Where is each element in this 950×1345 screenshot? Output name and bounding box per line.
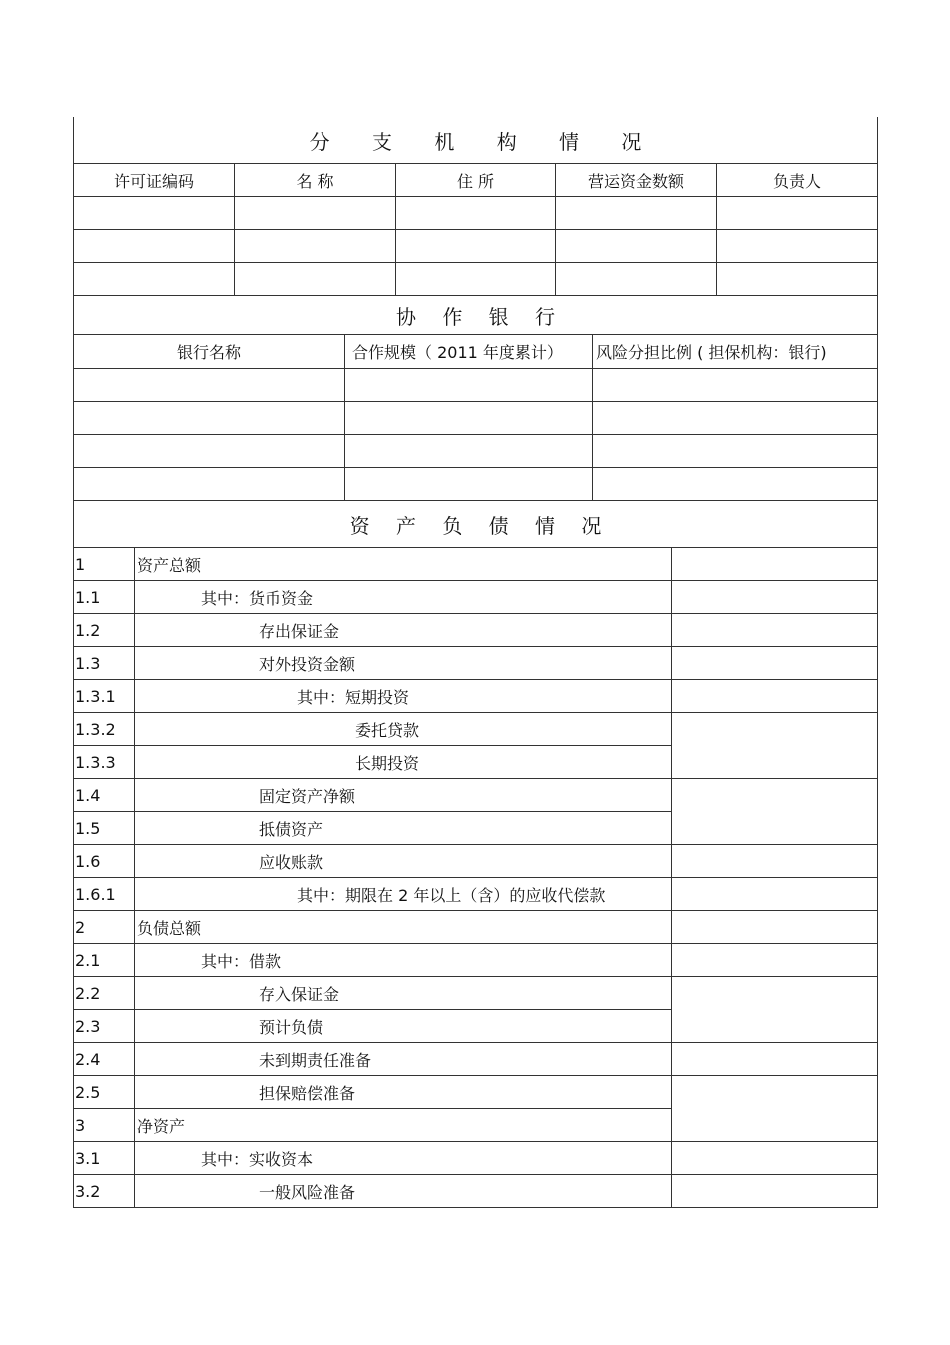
row-label: 固定资产净额 xyxy=(135,779,672,812)
row-number: 2 xyxy=(74,911,135,944)
branch-row xyxy=(74,197,878,230)
row-label: 对外投资金额 xyxy=(135,647,672,680)
row-label: 应收账款 xyxy=(135,845,672,878)
row-value-cell[interactable] xyxy=(672,647,878,680)
row-number: 3 xyxy=(74,1109,135,1142)
branch-cell[interactable] xyxy=(74,263,235,296)
balance-row xyxy=(74,581,878,614)
row-label: 其中：货币资金 xyxy=(135,581,672,614)
bank-cell[interactable] xyxy=(74,402,345,435)
bank-cell[interactable] xyxy=(74,435,345,468)
row-number: 1.1 xyxy=(74,581,135,614)
branch-section-title: 分 支 机 构 情 况 xyxy=(74,117,878,164)
row-number: 1.6 xyxy=(74,845,135,878)
row-label: 存入保证金 xyxy=(135,977,672,1010)
bank-row xyxy=(74,402,878,435)
balance-row xyxy=(74,1142,878,1175)
row-label: 一般风险准备 xyxy=(135,1175,672,1208)
balance-table xyxy=(73,500,878,1208)
bank-header-risk-ratio: 风险分担比例 ( 担保机构：银行) xyxy=(593,335,878,369)
row-value-cell[interactable] xyxy=(672,1142,878,1175)
row-value-cell[interactable] xyxy=(672,878,878,911)
branch-header-license: 许可证编码 xyxy=(74,164,235,197)
row-value-cell[interactable] xyxy=(672,944,878,977)
row-label: 委托贷款 xyxy=(135,713,672,746)
branch-table xyxy=(73,117,878,296)
balance-row xyxy=(74,548,878,581)
row-number: 1.2 xyxy=(74,614,135,647)
row-value-cell[interactable] xyxy=(672,1043,878,1076)
branch-cell[interactable] xyxy=(556,197,717,230)
bank-cell[interactable] xyxy=(593,402,878,435)
row-label: 资产总额 xyxy=(135,548,672,581)
row-value-cell[interactable] xyxy=(672,779,878,845)
row-label: 长期投资 xyxy=(135,746,672,779)
row-value-cell[interactable] xyxy=(672,713,878,779)
balance-row xyxy=(74,1043,878,1076)
branch-cell[interactable] xyxy=(717,263,878,296)
row-number: 2.1 xyxy=(74,944,135,977)
bank-cell[interactable] xyxy=(593,435,878,468)
branch-cell[interactable] xyxy=(717,230,878,263)
balance-row xyxy=(74,1175,878,1208)
branch-header-address: 住 所 xyxy=(396,164,556,197)
row-value-cell[interactable] xyxy=(672,680,878,713)
row-label: 存出保证金 xyxy=(135,614,672,647)
row-number: 3.2 xyxy=(74,1175,135,1208)
row-value-cell[interactable] xyxy=(672,845,878,878)
row-number: 2.2 xyxy=(74,977,135,1010)
row-value-cell[interactable] xyxy=(672,911,878,944)
row-number: 3.1 xyxy=(74,1142,135,1175)
row-value-cell[interactable] xyxy=(672,977,878,1043)
branch-header-name: 名 称 xyxy=(235,164,396,197)
branch-cell[interactable] xyxy=(235,197,396,230)
row-number: 1 xyxy=(74,548,135,581)
row-number: 2.3 xyxy=(74,1010,135,1043)
bank-header-name: 银行名称 xyxy=(74,335,345,369)
balance-row xyxy=(74,713,878,746)
row-label: 其中：借款 xyxy=(135,944,672,977)
row-label: 其中：期限在 2 年以上（含）的应收代偿款 xyxy=(135,878,672,911)
branch-cell[interactable] xyxy=(235,263,396,296)
form-sheet xyxy=(73,117,877,1208)
row-label: 净资产 xyxy=(135,1109,672,1142)
row-value-cell[interactable] xyxy=(672,614,878,647)
bank-row xyxy=(74,468,878,501)
row-label: 其中：短期投资 xyxy=(135,680,672,713)
row-value-cell[interactable] xyxy=(672,581,878,614)
bank-cell[interactable] xyxy=(593,369,878,402)
bank-cell[interactable] xyxy=(74,369,345,402)
branch-header-capital: 营运资金数额 xyxy=(556,164,717,197)
row-number: 1.3 xyxy=(74,647,135,680)
row-value-cell[interactable] xyxy=(672,548,878,581)
branch-row xyxy=(74,263,878,296)
bank-cell[interactable] xyxy=(74,468,345,501)
branch-cell[interactable] xyxy=(74,230,235,263)
bank-table xyxy=(73,295,878,501)
bank-row xyxy=(74,435,878,468)
row-number: 1.3.3 xyxy=(74,746,135,779)
balance-row xyxy=(74,911,878,944)
bank-cell[interactable] xyxy=(345,402,593,435)
row-label: 抵债资产 xyxy=(135,812,672,845)
bank-section-title: 协 作 银 行 xyxy=(74,296,878,335)
row-number: 1.5 xyxy=(74,812,135,845)
bank-cell[interactable] xyxy=(345,435,593,468)
branch-cell[interactable] xyxy=(396,230,556,263)
balance-row xyxy=(74,977,878,1010)
balance-row xyxy=(74,647,878,680)
row-value-cell[interactable] xyxy=(672,1076,878,1142)
branch-header-manager: 负责人 xyxy=(717,164,878,197)
row-number: 2.4 xyxy=(74,1043,135,1076)
balance-row xyxy=(74,614,878,647)
balance-row xyxy=(74,1076,878,1109)
row-label: 其中：实收资本 xyxy=(135,1142,672,1175)
branch-cell[interactable] xyxy=(396,263,556,296)
balance-row xyxy=(74,680,878,713)
row-number: 1.3.1 xyxy=(74,680,135,713)
branch-cell[interactable] xyxy=(74,197,235,230)
branch-cell[interactable] xyxy=(556,263,717,296)
branch-cell[interactable] xyxy=(556,230,717,263)
bank-row xyxy=(74,369,878,402)
row-label: 预计负债 xyxy=(135,1010,672,1043)
balance-section-title: 资 产 负 债 情 况 xyxy=(74,501,878,548)
bank-cell[interactable] xyxy=(345,468,593,501)
row-label: 未到期责任准备 xyxy=(135,1043,672,1076)
branch-row xyxy=(74,230,878,263)
row-label: 担保赔偿准备 xyxy=(135,1076,672,1109)
branch-cell[interactable] xyxy=(396,197,556,230)
row-number: 1.3.2 xyxy=(74,713,135,746)
balance-row xyxy=(74,845,878,878)
row-number: 1.6.1 xyxy=(74,878,135,911)
balance-row xyxy=(74,944,878,977)
bank-cell[interactable] xyxy=(593,468,878,501)
balance-row xyxy=(74,779,878,812)
row-value-cell[interactable] xyxy=(672,1175,878,1208)
balance-row xyxy=(74,878,878,911)
row-number: 2.5 xyxy=(74,1076,135,1109)
bank-cell[interactable] xyxy=(345,369,593,402)
bank-header-scale: 合作规模（ 2011 年度累计） xyxy=(345,335,593,369)
branch-cell[interactable] xyxy=(717,197,878,230)
branch-cell[interactable] xyxy=(235,230,396,263)
row-number: 1.4 xyxy=(74,779,135,812)
row-label: 负债总额 xyxy=(135,911,672,944)
